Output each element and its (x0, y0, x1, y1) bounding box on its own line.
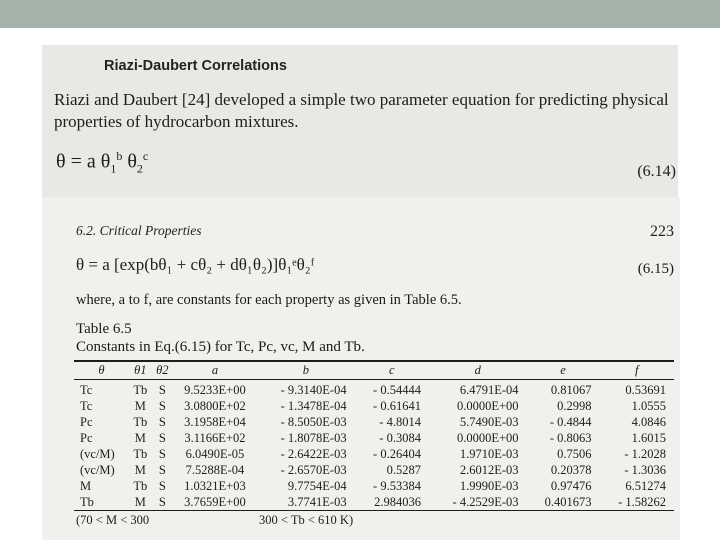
table-cell: Tc (80, 398, 93, 413)
col-header: θ2 (156, 363, 169, 377)
table-cell: - 1.8078E-03 (280, 430, 347, 445)
table-cell: 0.97476 (550, 478, 592, 493)
table-cell: (vc/M) (80, 462, 115, 477)
table-cell: - 4.2529E-03 (452, 494, 519, 509)
equation-6-14: θ = a $\theta_1^b$ $\theta_2^c$ (56, 149, 149, 176)
table-row (74, 446, 674, 462)
table-cell: S (158, 430, 166, 445)
table-cell: 6.4791E-04 (459, 382, 519, 397)
table-cell: M (134, 462, 146, 477)
table-cell: 0.53691 (625, 382, 666, 397)
table-cell: - 0.8063 (549, 430, 592, 445)
table-cell: S (158, 494, 166, 509)
col-header: c (389, 363, 395, 377)
table-cell: M (80, 478, 92, 493)
table-cell: - 0.26404 (373, 446, 421, 461)
table-cell: - 1.58262 (618, 494, 666, 509)
table-row (74, 494, 674, 511)
table-row (74, 398, 674, 414)
table-cell: - 8.5050E-03 (280, 414, 347, 429)
table-cell: Tc (80, 382, 93, 397)
table-cell: Tb (80, 494, 94, 509)
table-cell: 0.81067 (550, 382, 592, 397)
table-cell: Pc (80, 414, 93, 429)
table-cell: Pc (80, 430, 93, 445)
table-cell: 7.5288E-04 (185, 462, 245, 477)
table-cell: 0.7506 (557, 446, 592, 461)
table-cell: - 2.6570E-03 (280, 462, 347, 477)
table-cell: - 0.4844 (549, 414, 592, 429)
table-cell: 3.7741E-03 (287, 494, 347, 509)
table-cell: - 1.3036 (624, 462, 666, 477)
table-cell: 3.0800E+02 (184, 398, 246, 413)
col-header: e (560, 363, 566, 377)
table-cell: 1.0321E+03 (184, 478, 246, 493)
table-footer-left: (70 < M < 300 (76, 512, 150, 527)
table-cell: - 1.2028 (624, 446, 666, 461)
table-footer-row (74, 511, 674, 530)
col-header: f (635, 363, 639, 377)
section-title: Riazi-Daubert Correlations (104, 58, 287, 74)
table-cell: (vc/M) (80, 446, 115, 461)
table-cell: 1.9710E-03 (459, 446, 519, 461)
table-cell: 1.6015 (631, 430, 666, 445)
table-cell: 2.984036 (374, 494, 421, 509)
table-cell: S (158, 414, 166, 429)
table-cell: M (134, 494, 146, 509)
table-cell: 0.0000E+00 (456, 398, 519, 413)
scan-excerpt-page (42, 197, 680, 540)
table-cell: 0.401673 (544, 494, 592, 509)
table-cell: 0.5287 (386, 462, 421, 477)
table-header-row (74, 361, 674, 380)
page-header: 6.2. Critical Properties (76, 223, 202, 238)
table-row (74, 478, 674, 494)
table-cell: - 9.3140E-04 (280, 382, 347, 397)
col-header: b (302, 363, 309, 377)
col-header: θ1 (134, 363, 147, 377)
table-cell: - 2.6422E-03 (280, 446, 347, 461)
table-cell: 9.7754E-04 (287, 478, 347, 493)
table-cell: 6.51274 (625, 478, 666, 493)
table-cell: - 9.53384 (373, 478, 421, 493)
table-cell: M (134, 430, 146, 445)
table-cell: 9.5233E+00 (184, 382, 246, 397)
table-cell: Tb (133, 414, 148, 429)
table-cell: 5.7490E-03 (459, 414, 519, 429)
table-cell: 2.6012E-03 (459, 462, 519, 477)
table-cell: - 0.61641 (373, 398, 421, 413)
table-cell: 0.20378 (550, 462, 592, 477)
constants-table (74, 360, 674, 529)
table-cell: - 1.3478E-04 (280, 398, 347, 413)
table-cell: - 0.54444 (373, 382, 421, 397)
table-cell: S (158, 478, 166, 493)
table-cell: Tb (133, 478, 148, 493)
table-cell: M (134, 398, 146, 413)
table-cell: S (158, 398, 166, 413)
table-cell: - 4.8014 (379, 414, 421, 429)
page-number: 223 (650, 223, 674, 240)
intro-paragraph: Riazi and Daubert [24] developed a simple two parameter equation for predicting physical properties of hydrocarbon mixtures. (54, 90, 669, 131)
table-cell: - 0.3084 (379, 430, 421, 445)
col-header: θ (98, 363, 105, 377)
table-title: Table 6.5 (76, 321, 132, 337)
col-header: a (211, 363, 219, 377)
equation-6-15: θ = a [exp(bθ₁ + cθ₂ + dθ₁θ₂)]θ₁ᵉθ₂ᶠ (76, 255, 315, 274)
table-cell: 3.1166E+02 (184, 430, 246, 445)
equation-number-2: (6.15) (637, 261, 674, 277)
table-row (74, 430, 674, 446)
table-cell: 1.9990E-03 (459, 478, 519, 493)
equation-number: (6.14) (637, 163, 676, 180)
slide-top-bar (0, 0, 720, 28)
table-caption: Constants in Eq.(6.15) for Tc, Pc, vc, M and Tb. (76, 339, 365, 355)
table-row (74, 380, 674, 399)
table-cell: 0.2998 (557, 398, 592, 413)
table-cell: S (158, 382, 166, 397)
table-cell: S (158, 462, 166, 477)
table-cell: Tb (133, 446, 148, 461)
table-row (74, 462, 674, 478)
col-header: d (474, 363, 481, 377)
table-cell: 0.0000E+00 (456, 430, 519, 445)
table-cell: 3.1958E+04 (184, 414, 246, 429)
where-text: where, a to f, are constants for each property as given in Table 6.5. (76, 292, 462, 308)
table-cell: 4.0846 (631, 414, 666, 429)
scan-excerpt-top (42, 45, 678, 197)
table-cell: 6.0490E-05 (185, 446, 245, 461)
table-cell: S (158, 446, 166, 461)
table-row (74, 414, 674, 430)
table-cell: 3.7659E+00 (184, 494, 246, 509)
table-cell: 1.0555 (631, 398, 666, 413)
table-cell: Tb (133, 382, 148, 397)
table-footer-right: 300 < Tb < 610 K) (259, 512, 354, 527)
